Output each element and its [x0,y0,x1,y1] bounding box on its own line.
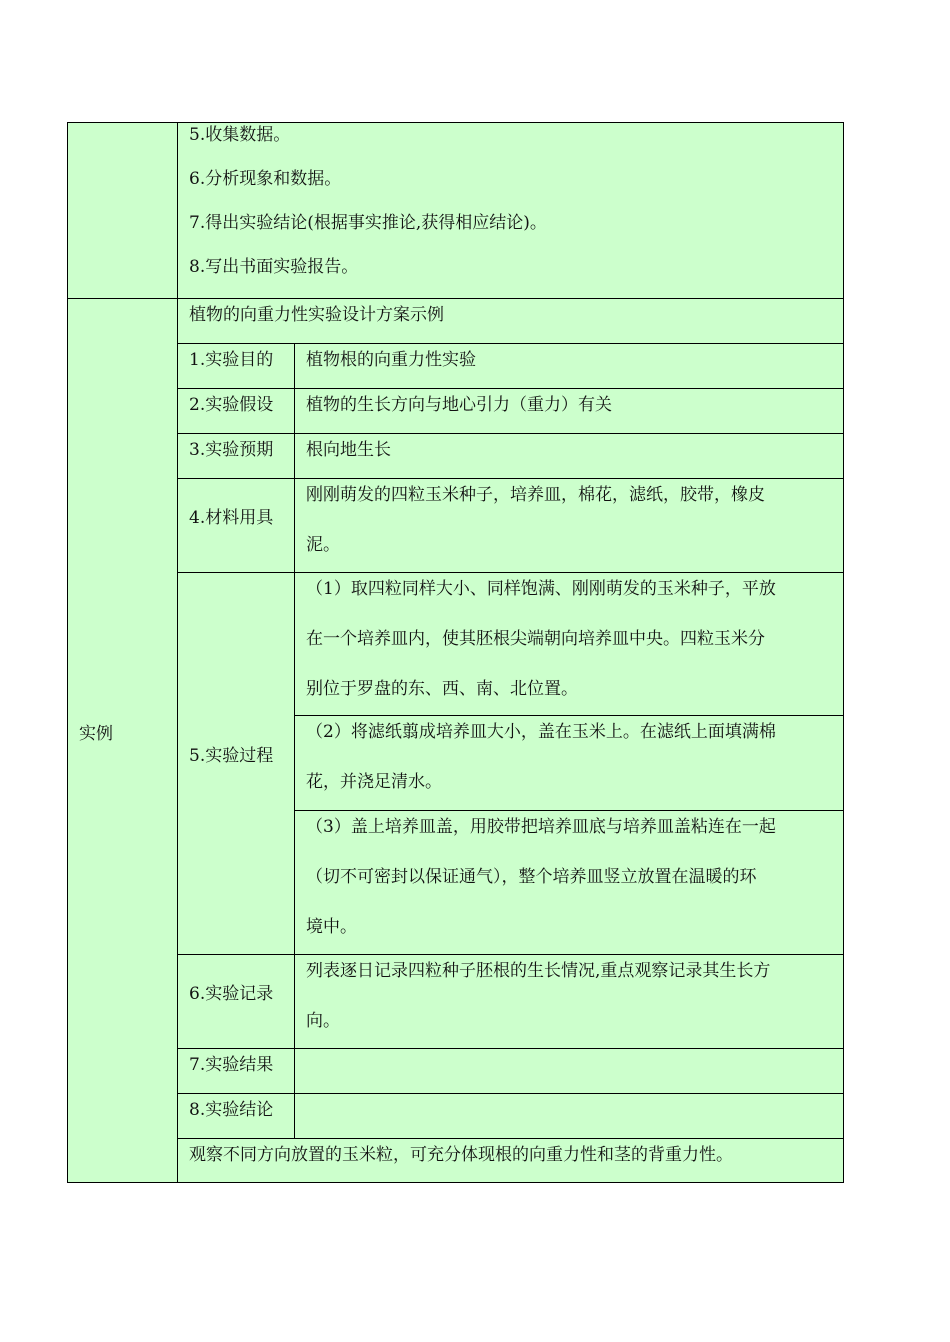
row-value: 根向地生长 [306,440,391,460]
row-value-cell [294,478,844,573]
example-title: 植物的向重力性实验设计方案示例 [189,305,444,325]
step-item: 5.收集数据。 [189,125,291,145]
text-line: （3）盖上培养皿盖，用胶带把培养皿底与培养皿盖粘连在一起 [306,817,776,837]
text-line: （1）取四粒同样大小、同样饱满、刚刚萌发的玉米种子，平放 [306,579,776,599]
text-line: 境中。 [306,917,357,937]
steps-cell [177,122,844,299]
process-step [306,802,776,952]
note-cell [177,1138,844,1183]
row-label-cell [177,478,295,573]
row-value-cell [294,1048,844,1094]
text-line: 向。 [306,1011,340,1031]
record-value [306,946,770,1046]
row-label: 2.实验假设 [189,395,274,415]
process-step [306,564,776,714]
row-label: 4.材料用具 [189,508,274,528]
row-label: 1.实验目的 [189,350,274,370]
text-line: 别位于罗盘的东、西、南、北位置。 [306,679,578,699]
example-label: 实例 [79,724,113,744]
row-label-cell [177,433,295,479]
steps-list [189,113,547,289]
process-step-cell [294,572,844,716]
process-step-cell [294,810,844,955]
process-label: 5.实验过程 [189,746,274,766]
row-value [306,470,765,570]
text-line: 刚刚萌发的四粒玉米种子，培养皿，棉花，滤纸，胶带，橡皮 [306,485,765,505]
text-line: （切不可密封以保证通气），整个培养皿竖立放置在温暖的环 [306,867,757,887]
text-line: 列表逐日记录四粒种子胚根的生长情况,重点观察记录其生长方 [306,961,771,981]
result-label: 7.实验结果 [189,1055,274,1075]
row-label-cell [177,954,295,1049]
conclusion-label: 8.实验结论 [189,1100,274,1120]
row-value: 植物的生长方向与地心引力（重力）有关 [306,395,612,415]
note-text: 观察不同方向放置的玉米粒，可充分体现根的向重力性和茎的背重力性。 [189,1145,733,1165]
text-line: 泥。 [306,535,340,555]
step-item: 7.得出实验结论(根据事实推论,获得相应结论)。 [189,213,547,233]
process-step-cell [294,715,844,811]
row-value-cell [294,954,844,1049]
process-label-cell [177,572,295,955]
row-value: 植物根的向重力性实验 [306,350,476,370]
left-cell-top [67,122,178,299]
process-step [306,707,776,807]
row-label: 3.实验预期 [189,440,274,460]
example-label-cell [67,298,178,1183]
text-line: 在一个培养皿内，使其胚根尖端朝向培养皿中央。四粒玉米分 [306,629,765,649]
record-label: 6.实验记录 [189,984,274,1004]
step-item: 8.写出书面实验报告。 [189,257,359,277]
text-line: 花，并浇足清水。 [306,772,442,792]
step-item: 6.分析现象和数据。 [189,169,342,189]
example-title-cell [177,298,844,344]
text-line: （2）将滤纸翦成培养皿大小，盖在玉米上。在滤纸上面填满棉 [306,722,776,742]
